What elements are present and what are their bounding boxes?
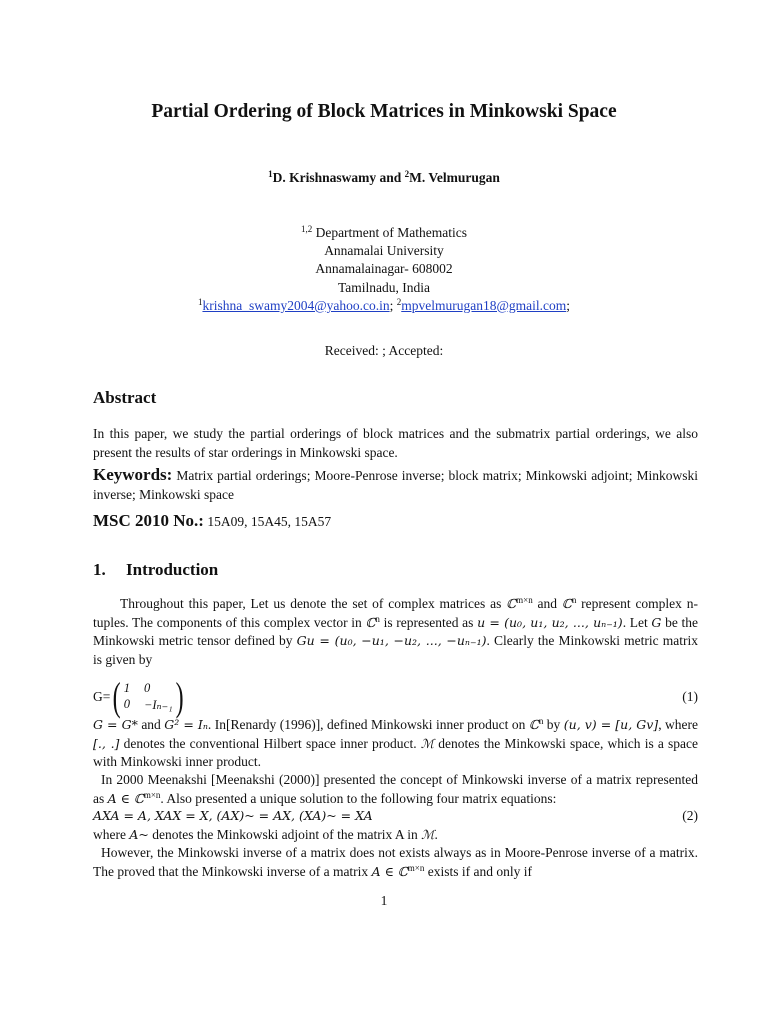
cn-sup-3: n [538, 716, 544, 726]
affil-sup: 1,2 [300, 224, 313, 234]
matrix-cell-11: 1 [123, 681, 130, 695]
cmn-symbol: ℂ [506, 596, 517, 611]
g-label: G= [93, 689, 111, 704]
abstract-heading: Abstract [93, 388, 157, 407]
p1-text-b: and [532, 596, 562, 611]
cn-sup: n [571, 595, 577, 605]
g-squared-eq: G² = Iₙ [164, 717, 208, 732]
p4-text-a: where [93, 827, 130, 842]
cn-sup-2: n [375, 613, 380, 624]
email-end: ; [566, 297, 571, 313]
p2-text-j: denotes the Minkowski space, which is a space with Minkowski inner product. [93, 735, 698, 769]
p5-text-a: However, the Minkowski inverse of a matrix does not exists always as in Moore-Penrose inverse of a matrix. The proved that the Minkowski inverse of a matrix [93, 845, 698, 879]
author-line [0, 170, 768, 186]
p3-text-b: . Also presented a unique solution to the following four matrix equations: [160, 790, 557, 806]
email2-link[interactable]: mpvelmurugan18@gmail.com [401, 297, 567, 313]
g-star-eq: G = G* [93, 717, 138, 732]
keywords-label: Keywords: [93, 465, 173, 484]
intro-paragraph-2 [93, 716, 698, 772]
email-line [0, 297, 768, 315]
p2-text-e: by [543, 717, 564, 732]
equation-2 [93, 808, 698, 824]
equation-number-2: (2) [682, 808, 698, 823]
affil-city: Annamalainagar- 608002 [315, 261, 453, 277]
author1: D. Krishnaswamy and [272, 170, 405, 185]
paper-title: Partial Ordering of Block Matrices in Minkowski Space [151, 101, 617, 122]
inner-product-def: (u, v) = [u, Gv] [563, 717, 659, 732]
p1-text-a: Throughout this paper, Let us denote the set of complex matrices as [120, 596, 507, 611]
author2: M. Velmurugan [409, 170, 500, 185]
email1-link[interactable]: krishna_swamy2004@yahoo.co.in [202, 297, 390, 313]
email1-sup: 1 [197, 296, 203, 307]
intro-paragraph-1 [93, 595, 698, 669]
intro-paragraph-3 [93, 771, 698, 808]
minkowski-space-symbol-2: ℳ [421, 827, 435, 842]
hilbert-bracket: [., .] [93, 735, 120, 751]
p4-text-b: denotes the Minkowski adjoint of the matrix A in [148, 827, 422, 842]
matrix-cell-22: −Iₙ₋₁ [143, 698, 173, 712]
matrix-grid [124, 681, 173, 713]
email2-sup: 2 [396, 296, 402, 307]
cmn-sup-3: m×n [407, 862, 425, 873]
author2-sup: 2 [404, 169, 410, 179]
page-number: 1 [380, 893, 388, 908]
intro-heading [93, 560, 218, 580]
msc-line [93, 512, 698, 532]
msc-text: 15A09, 15A45, 15A57 [203, 514, 332, 529]
g-symbol: G [651, 614, 662, 630]
p1-text-e: . Let [622, 614, 652, 630]
abstract-text: In this paper, we study the partial orderings of block matrices and the submatrix partial orderings, we also present the results of star orderings in Minkowski space. [93, 426, 698, 460]
p5-text-b: exists if and only if [424, 863, 532, 879]
u-definition: u = (u₀, u₁, u₂, ..., uₙ₋₁) [477, 614, 623, 630]
equation-2-text: AXA = A, XAX = X, (AX)~ = AX, (XA)~ = XA [93, 808, 373, 823]
msc-label: MSC 2010 No.: [93, 511, 204, 530]
gu-definition: Gu = (u₀, −u₁, −u₂, ..., −uₙ₋₁) [296, 633, 487, 648]
p2-text-b: and [137, 717, 165, 732]
cn-symbol-2: ℂ [365, 614, 376, 630]
email-sep: ; [389, 297, 397, 313]
section-title: Introduction [126, 560, 219, 579]
a-in-cmn-2: A ∈ ℂ [371, 863, 408, 879]
section-number: 1. [93, 560, 106, 579]
right-paren: ) [175, 674, 184, 719]
cn-symbol-3: ℂ [528, 717, 539, 732]
intro-paragraph-5 [93, 844, 698, 881]
p4-text-c: . [434, 827, 438, 842]
author1-sup: 1 [268, 169, 273, 179]
a-in-cmn: A ∈ ℂ [107, 790, 144, 806]
cmn-sup-2: m×n [143, 789, 161, 800]
keywords [93, 466, 698, 504]
p1-text-g: . Clearly the Minkowski metric matrix is given by [93, 633, 699, 667]
equation-1 [93, 674, 698, 719]
matrix-cell-12: 0 [143, 681, 151, 695]
affil-dept [0, 224, 768, 242]
affil-line1: Department of Mathematics [312, 225, 468, 240]
p1-text-f: be the Minkowski metric tensor defined by [93, 614, 698, 648]
received-line: Received: ; Accepted: [324, 343, 444, 358]
equation-number-1: (1) [682, 689, 698, 704]
minkowski-space-symbol: ℳ [420, 735, 435, 751]
affil-state: Tamilnadu, India [337, 279, 431, 295]
intro-paragraph-4 [93, 826, 698, 845]
cn-symbol: ℂ [561, 596, 572, 611]
p2-text-i: denotes the conventional Hilbert space inner product. [119, 735, 421, 751]
p1-text-d: is represented as [379, 614, 478, 630]
a-tilde: A~ [129, 827, 149, 842]
keywords-text: Matrix partial orderings; Moore-Penrose inverse; block matrix; Minkowski adjoint; Minkowski inverse; Minkowski space [93, 468, 698, 502]
cmn-sup: m×n [516, 595, 533, 605]
affil-univ: Annamalai University [324, 243, 444, 259]
p2-text-d: . In[Renardy (1996)], defined Minkowski inner product on [207, 717, 529, 732]
p2-text-g: , where [658, 717, 699, 732]
metric-matrix [110, 674, 186, 719]
p1-text-c: represent complex n-tuples. The components of this complex vector in [93, 596, 698, 630]
p3-text-a: In 2000 Meenakshi [Meenakshi (2000)] presented the concept of Minkowski inverse of a matrix represented as [93, 772, 698, 806]
left-paren: ( [113, 674, 122, 719]
matrix-cell-21: 0 [123, 697, 130, 711]
affiliation-block [0, 224, 768, 315]
